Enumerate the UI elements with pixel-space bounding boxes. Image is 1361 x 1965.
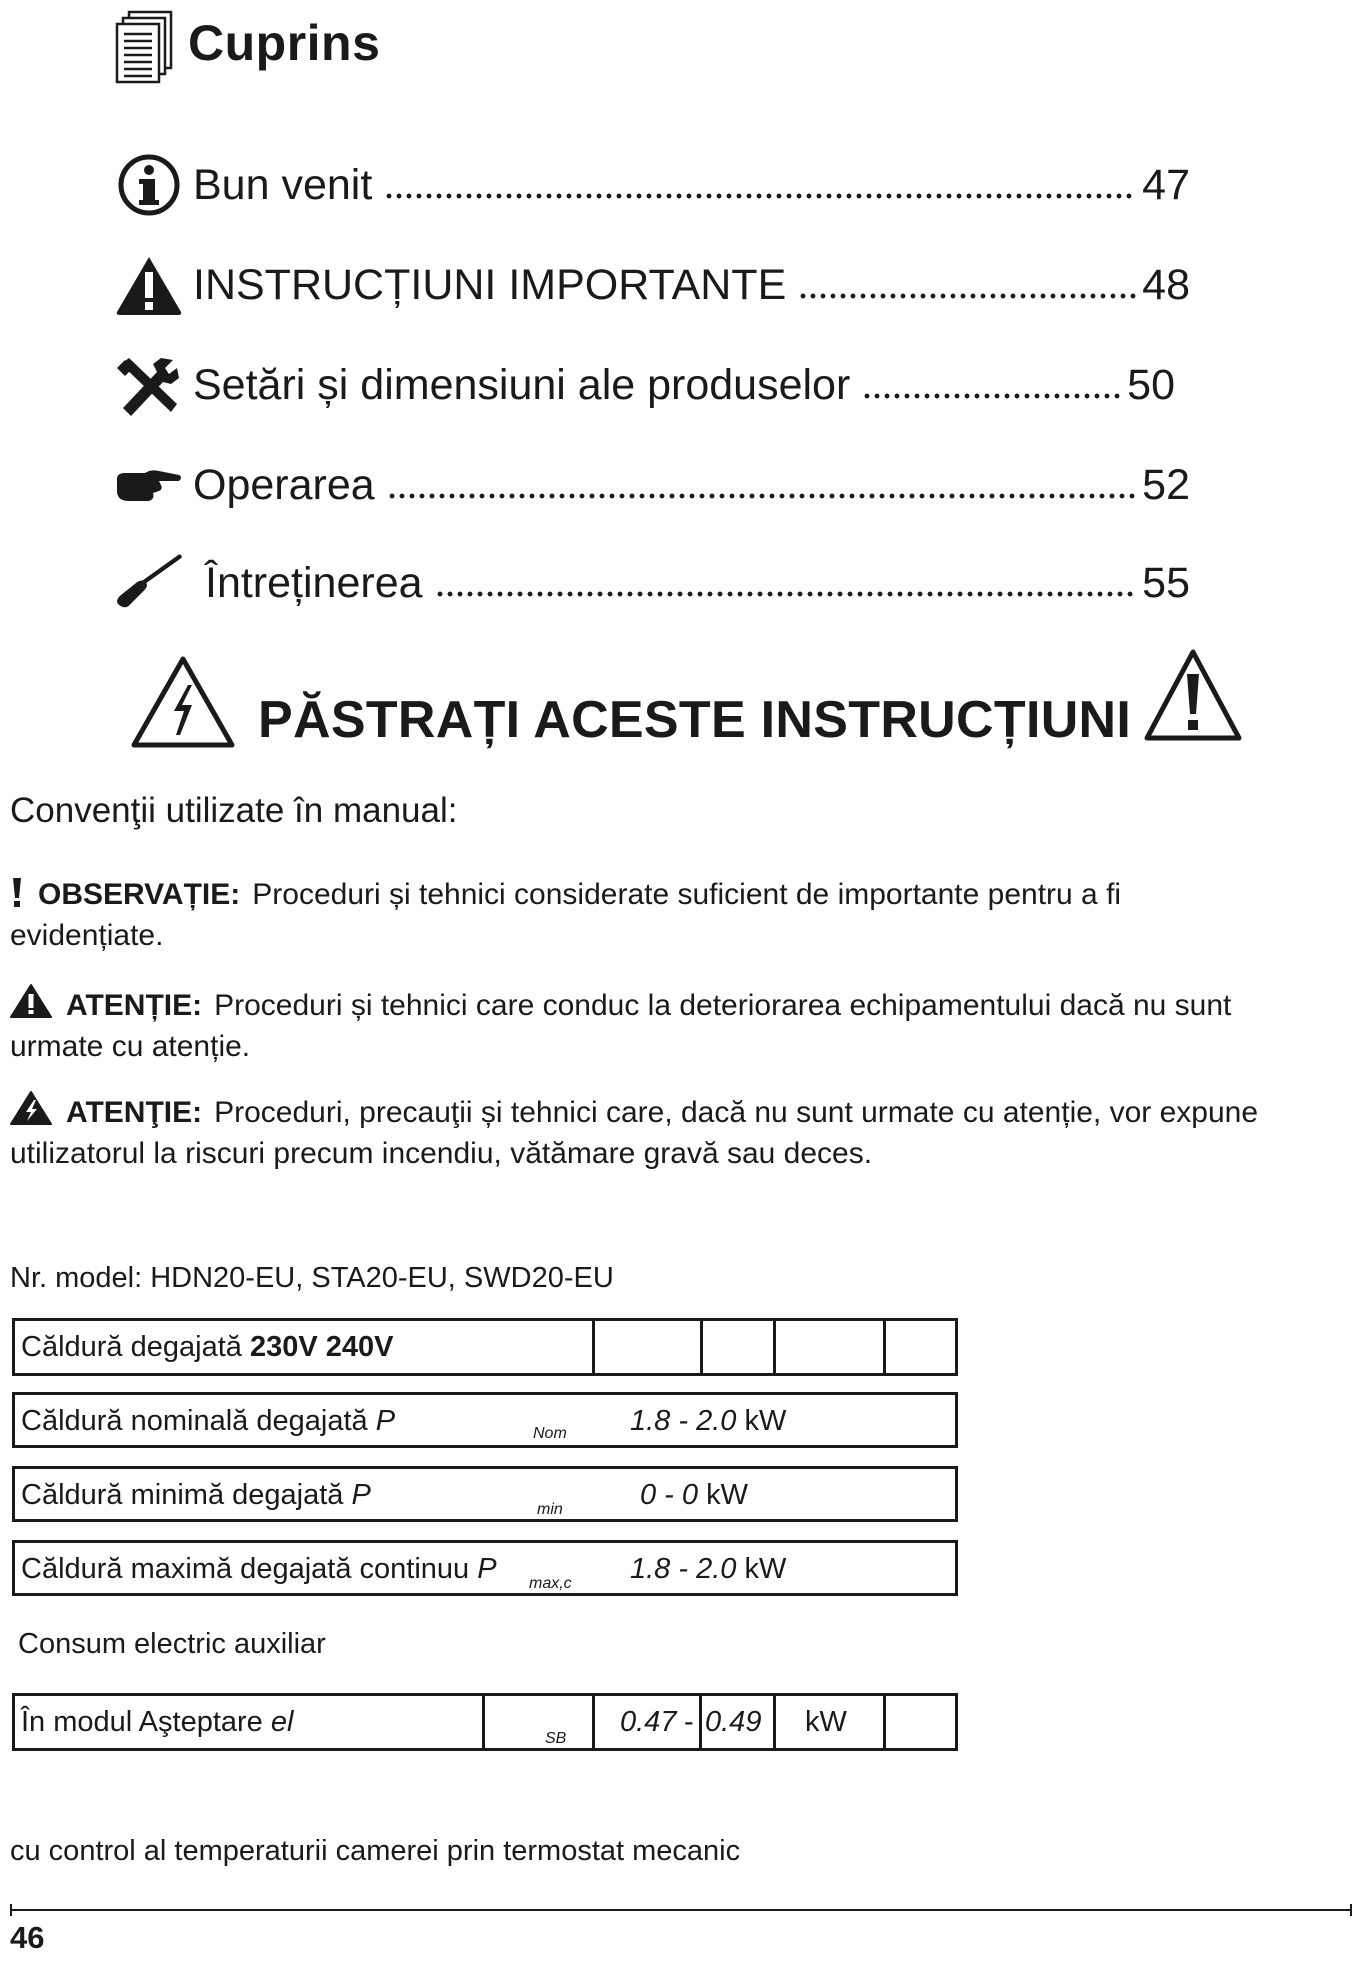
footer-rule-tick: [1350, 1904, 1352, 1916]
table-row-standby: [12, 1693, 958, 1751]
pointing-hand-icon: [115, 452, 183, 518]
toc-page-number: 48: [1142, 260, 1190, 309]
document-list-icon: [115, 10, 175, 85]
page-title: Cuprins: [188, 15, 381, 71]
nominal-symbol: P: [375, 1405, 396, 1437]
observation-label: OBSERVAȚIE:: [38, 878, 241, 911]
table-row-heat-output: [12, 1318, 958, 1376]
thermostat-footnote: cu control al temperaturii camerei prin termostat mecanic: [10, 1835, 741, 1867]
info-icon: [115, 152, 183, 218]
standby-value-max: 0.49: [705, 1706, 762, 1738]
table-row-minimum-heat: [12, 1466, 958, 1522]
attention-text: Proceduri, precauţii și tehnici care, dacă nu sunt urmate cu atenție, vor expune utilizatorul la riscuri precum incendiu, vătămare gravă sau deces.: [10, 1096, 1259, 1170]
model-numbers: Nr. model: HDN20-EU, STA20-EU, SWD20-EU: [10, 1262, 614, 1294]
minimum-value: 0 - 0: [640, 1479, 699, 1511]
toc-label: Setări și dimensiuni ale produselor: [193, 360, 851, 409]
tools-icon: [115, 352, 183, 418]
toc-page-number: 52: [1142, 460, 1190, 509]
toc-leader: [435, 590, 1137, 598]
toc-leader: [798, 292, 1136, 300]
standby-label: În modul Aşteptare: [21, 1706, 263, 1738]
standby-value-min: 0.47: [620, 1706, 677, 1738]
conventions-title: Convenţii utilizate în manual:: [10, 791, 458, 830]
attention-label: ATENŢIE:: [66, 1096, 203, 1129]
minimum-label: Căldură minimă degajată: [21, 1479, 344, 1511]
auxiliary-consumption-title: Consum electric auxiliar: [18, 1628, 326, 1660]
toc-entry-important-instructions[interactable]: [115, 250, 1190, 320]
toc-page-number: 55: [1142, 558, 1190, 607]
attention-label: ATENȚIE:: [66, 989, 203, 1022]
warning-icon: [115, 252, 183, 318]
observation-note: [10, 876, 1280, 954]
maximum-subscript: max,c: [529, 1575, 572, 1592]
nominal-value: 1.8 - 2.0: [630, 1405, 737, 1437]
electric-hazard-icon: [10, 1090, 52, 1135]
toc-leader: [862, 392, 1121, 400]
toc-label: Operarea: [193, 460, 375, 509]
toc-entry-maintenance[interactable]: [115, 548, 1190, 618]
table-row-nominal-heat: [12, 1392, 958, 1448]
standby-unit: kW: [805, 1706, 847, 1738]
maximum-value: 1.8 - 2.0: [630, 1553, 737, 1585]
toc-label: Bun venit: [193, 160, 373, 209]
minimum-unit: kW: [706, 1479, 748, 1511]
nominal-subscript: Nom: [533, 1425, 567, 1442]
minimum-symbol: P: [351, 1479, 371, 1511]
toc-entry-settings[interactable]: [115, 350, 1175, 420]
table-row-maximum-heat: [12, 1540, 958, 1596]
keep-instructions-heading: PĂSTRAȚI ACESTE INSTRUCȚIUNI: [258, 691, 1132, 749]
toc-page-number: 47: [1142, 160, 1190, 209]
exclamation-icon: [10, 876, 24, 917]
footer-rule: [10, 1909, 1352, 1911]
nominal-unit: kW: [744, 1405, 787, 1437]
toc-label: Întreținerea: [205, 558, 423, 607]
toc-leader: [387, 492, 1136, 500]
toc-page-number: 50: [1127, 360, 1175, 409]
attention-text: Proceduri și tehnici care conduc la deteriorarea echipamentului dacă nu sunt urmate cu atenție.: [10, 989, 1232, 1063]
warning-icon: [1143, 648, 1243, 742]
page-number: 46: [10, 1920, 45, 1955]
toc-entry-operation[interactable]: [115, 450, 1190, 520]
standby-separator: -: [684, 1706, 694, 1738]
observation-text: Proceduri și tehnici considerate suficient de importante pentru a fi evidențiate.: [10, 878, 1122, 952]
attention-note-user: [10, 1090, 1280, 1172]
electric-hazard-icon: [130, 655, 236, 749]
maximum-symbol: P: [477, 1553, 497, 1585]
standby-symbol: el: [270, 1706, 294, 1738]
heat-output-label: Căldură degajată 230V 240V: [21, 1331, 394, 1363]
maximum-unit: kW: [744, 1553, 787, 1585]
footer-rule-tick: [10, 1904, 12, 1916]
voltages: 230V 240V: [249, 1331, 394, 1363]
standby-subscript: SB: [545, 1730, 567, 1747]
toc-leader: [384, 192, 1136, 200]
warning-icon: [10, 983, 52, 1028]
nominal-label: Căldură nominală degajată: [21, 1405, 368, 1437]
maximum-label: Căldură maximă degajată continuu: [21, 1553, 470, 1585]
minimum-subscript: min: [537, 1501, 563, 1518]
attention-note-equipment: [10, 983, 1280, 1065]
toc-label: INSTRUCȚIUNI IMPORTANTE: [193, 260, 787, 309]
toc-entry-welcome[interactable]: [115, 150, 1190, 220]
screwdriver-icon: [115, 550, 183, 616]
